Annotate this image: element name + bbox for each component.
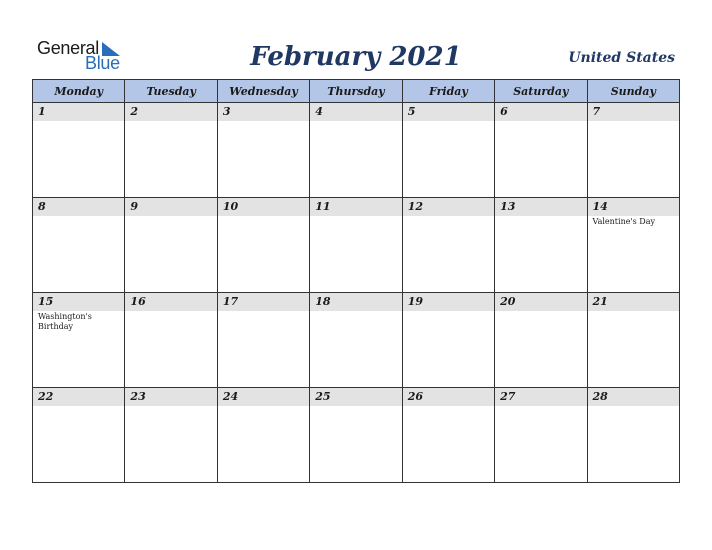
holiday-label xyxy=(588,406,679,407)
month-title: February 2021 xyxy=(250,42,462,72)
day-number: 6 xyxy=(495,103,586,121)
day-cell xyxy=(125,293,217,388)
day-cell xyxy=(310,198,402,293)
day-number: 4 xyxy=(310,103,401,121)
day-cell xyxy=(495,103,587,198)
weekday-header: Wednesday xyxy=(217,80,309,103)
day-number: 18 xyxy=(310,293,401,311)
day-number: 25 xyxy=(310,388,401,406)
day-number: 2 xyxy=(125,103,216,121)
day-cell xyxy=(217,293,309,388)
holiday-label xyxy=(403,121,494,122)
day-cell xyxy=(587,388,679,483)
day-cell xyxy=(33,388,125,483)
day-number: 1 xyxy=(33,103,124,121)
holiday-label xyxy=(33,216,124,217)
day-number: 19 xyxy=(403,293,494,311)
logo-text-blue: Blue xyxy=(85,53,120,73)
day-number: 16 xyxy=(125,293,216,311)
day-cell xyxy=(495,293,587,388)
day-cell xyxy=(310,293,402,388)
weekday-header: Sunday xyxy=(587,80,679,103)
day-number: 24 xyxy=(218,388,309,406)
day-number: 7 xyxy=(588,103,679,121)
day-number: 27 xyxy=(495,388,586,406)
day-cell xyxy=(33,198,125,293)
day-number: 15 xyxy=(33,293,124,311)
day-number: 13 xyxy=(495,198,586,216)
day-number: 9 xyxy=(125,198,216,216)
holiday-label: Washington's Birthday xyxy=(38,312,92,331)
calendar-grid xyxy=(32,79,680,483)
day-number: 21 xyxy=(588,293,679,311)
day-cell xyxy=(217,103,309,198)
holiday-label xyxy=(218,311,309,312)
holiday-label xyxy=(33,406,124,407)
holiday-label xyxy=(495,406,586,407)
day-number: 3 xyxy=(218,103,309,121)
holiday-label xyxy=(495,216,586,217)
day-cell xyxy=(310,388,402,483)
day-cell xyxy=(217,198,309,293)
day-cell xyxy=(495,388,587,483)
holiday-label xyxy=(125,216,216,217)
day-cell xyxy=(402,198,494,293)
week-row xyxy=(33,198,680,293)
holiday-label xyxy=(495,121,586,122)
day-number: 20 xyxy=(495,293,586,311)
day-number: 5 xyxy=(403,103,494,121)
day-cell xyxy=(125,198,217,293)
day-cell xyxy=(587,198,679,293)
holiday-label xyxy=(218,406,309,407)
day-cell xyxy=(402,388,494,483)
holiday-label xyxy=(403,311,494,312)
weekday-header: Friday xyxy=(402,80,494,103)
week-row xyxy=(33,103,680,198)
holiday-label xyxy=(588,121,679,122)
holiday-label xyxy=(588,311,679,312)
holiday-label xyxy=(495,311,586,312)
day-cell xyxy=(495,198,587,293)
holiday-label xyxy=(310,311,401,312)
holiday-label xyxy=(218,216,309,217)
weekday-header: Saturday xyxy=(495,80,587,103)
day-cell xyxy=(33,103,125,198)
holiday-label xyxy=(310,406,401,407)
holiday-label xyxy=(125,311,216,312)
day-number: 26 xyxy=(403,388,494,406)
holiday-label xyxy=(218,121,309,122)
day-number: 28 xyxy=(588,388,679,406)
holiday-label xyxy=(310,121,401,122)
day-number: 8 xyxy=(33,198,124,216)
day-number: 10 xyxy=(218,198,309,216)
day-cell xyxy=(310,103,402,198)
day-number: 17 xyxy=(218,293,309,311)
day-number: 22 xyxy=(33,388,124,406)
day-number: 14 xyxy=(588,198,679,216)
day-cell xyxy=(587,293,679,388)
day-number: 11 xyxy=(310,198,401,216)
day-cell xyxy=(402,293,494,388)
holiday-label xyxy=(403,406,494,407)
weekday-header: Tuesday xyxy=(125,80,217,103)
day-cell xyxy=(217,388,309,483)
week-row xyxy=(33,388,680,483)
day-cell xyxy=(402,103,494,198)
logo-text-general: General xyxy=(37,38,99,58)
day-number: 12 xyxy=(403,198,494,216)
holiday-label xyxy=(403,216,494,217)
day-cell xyxy=(125,388,217,483)
day-cell xyxy=(587,103,679,198)
holiday-label xyxy=(125,406,216,407)
holiday-label xyxy=(33,121,124,122)
holiday-label xyxy=(125,121,216,122)
day-cell xyxy=(33,293,125,388)
country-label: United States xyxy=(568,50,675,66)
day-cell xyxy=(125,103,217,198)
day-number: 23 xyxy=(125,388,216,406)
holiday-label xyxy=(310,216,401,217)
weekday-header: Thursday xyxy=(310,80,402,103)
weekday-header-row xyxy=(33,80,680,103)
weekday-header: Monday xyxy=(33,80,125,103)
week-row xyxy=(33,293,680,388)
holiday-label: Valentine's Day xyxy=(592,217,655,226)
